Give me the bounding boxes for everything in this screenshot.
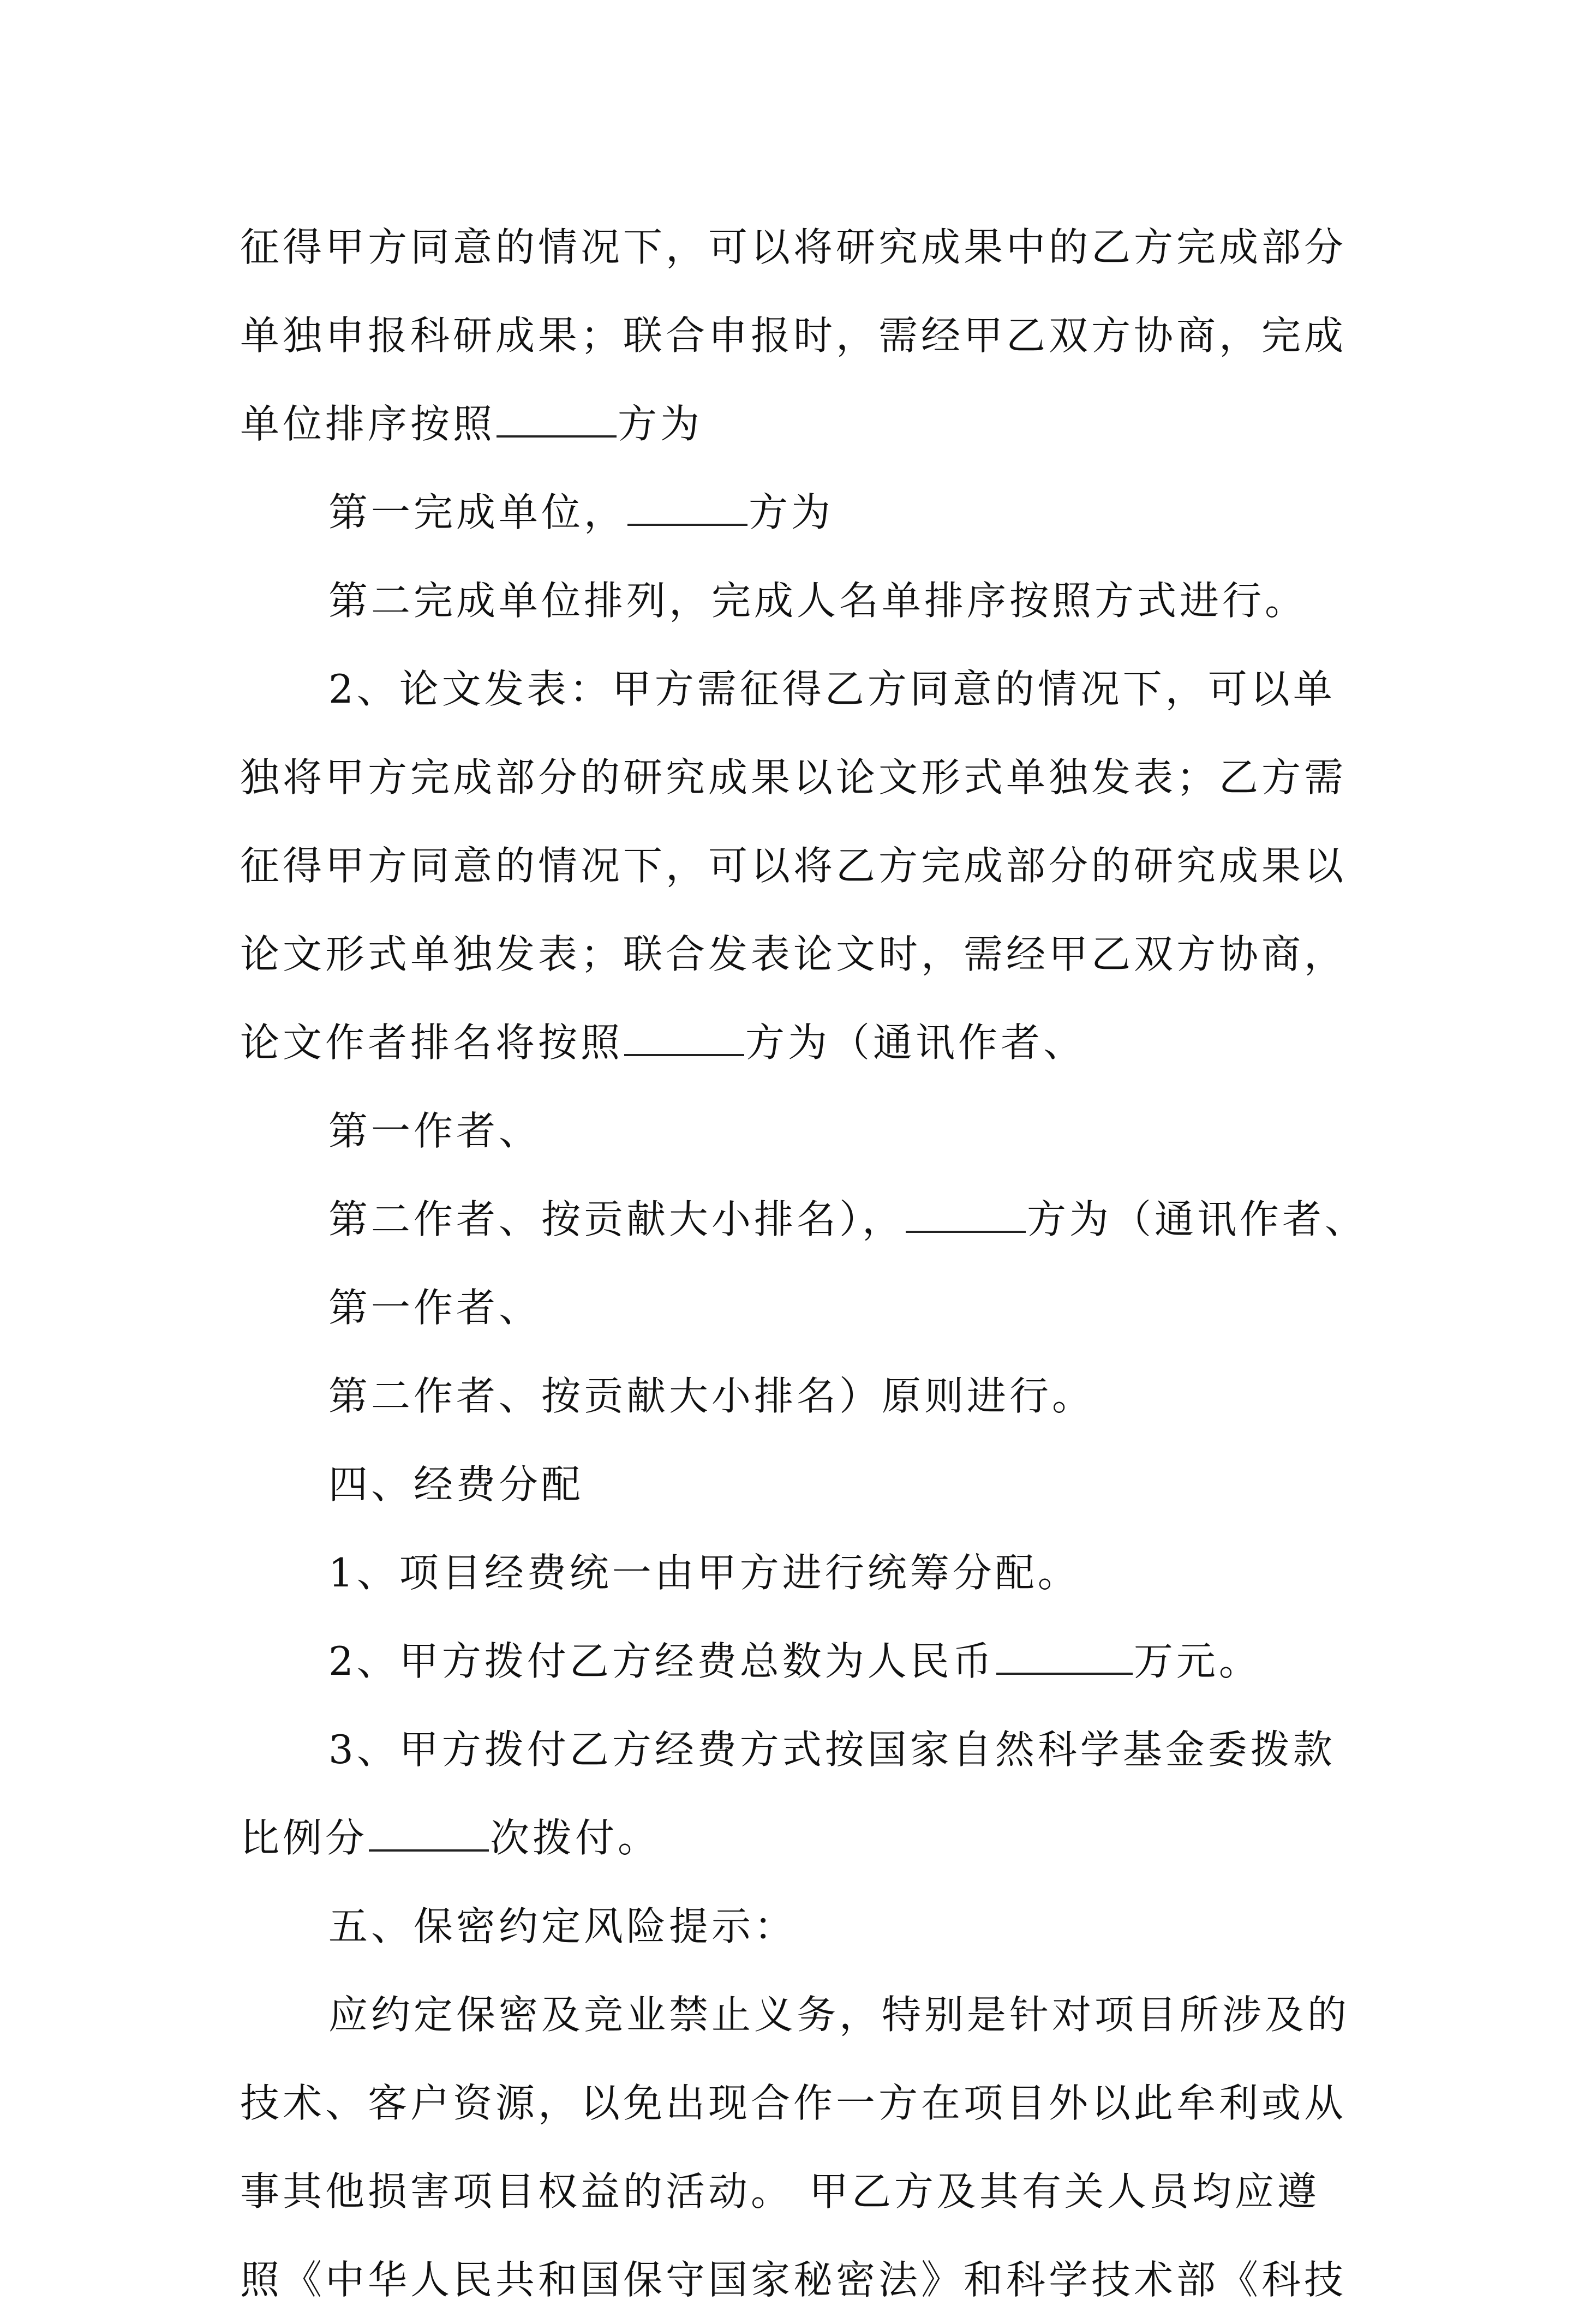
paragraph-line	[240, 645, 1353, 733]
line-text: 2、甲方拨付乙方经费总数为人民币	[328, 1638, 995, 1684]
line-text: 征得甲方同意的情况下，可以将乙方完成部分的研究成果以	[240, 843, 1347, 889]
paragraph-line	[240, 733, 1353, 822]
section-heading	[240, 1440, 1353, 1529]
line-text: 第一作者、	[328, 1108, 542, 1154]
line-text: 第一作者、	[328, 1285, 542, 1331]
line-text: 应约定保密及竞业禁止义务，特别是针对项目所涉及的	[328, 1992, 1350, 2038]
line-text: 3、甲方拨付乙方经费方式按国家自然科学基金委拨款	[328, 1727, 1336, 1772]
line-text: 照《中华人民共和国保守国家秘密法》和科学技术部《科技	[240, 2257, 1347, 2303]
line-text: 第二作者、按贡献大小排名）原则进行。	[328, 1373, 1095, 1419]
line-text: 第一完成单位，	[328, 489, 627, 535]
line-text: 方为（通讯作者、	[1027, 1196, 1368, 1242]
paragraph-line	[240, 1705, 1353, 1794]
paragraph-line	[240, 1087, 1353, 1175]
section-heading	[240, 1882, 1353, 1970]
line-text: 征得甲方同意的情况下，可以将研究成果中的乙方完成部分	[240, 224, 1347, 270]
line-text: 方为	[618, 401, 703, 447]
paragraph-line	[240, 1352, 1353, 1440]
line-text: 单位排序按照	[240, 401, 496, 447]
paragraph-line	[240, 2147, 1353, 2236]
fill-in-blank	[497, 406, 617, 438]
paragraph-line	[240, 203, 1353, 291]
paragraph-line	[240, 556, 1353, 645]
line-text: 比例分	[240, 1815, 368, 1861]
line-text: 方为（通讯作者、	[745, 1020, 1086, 1065]
document-body	[240, 203, 1368, 2324]
paragraph-line	[240, 998, 1353, 1087]
paragraph-line	[240, 822, 1353, 910]
paragraph-line	[240, 2059, 1353, 2147]
paragraph-line	[240, 1970, 1353, 2059]
line-text: 独将甲方完成部分的研究成果以论文形式单独发表；乙方需	[240, 754, 1347, 800]
paragraph-line	[240, 2236, 1353, 2324]
line-text: 2、论文发表：甲方需征得乙方同意的情况下，可以单	[328, 666, 1336, 712]
line-text: 万元。	[1133, 1638, 1261, 1684]
paragraph-line	[240, 1263, 1353, 1352]
paragraph-line	[240, 910, 1353, 998]
line-text: 五、保密约定风险提示：	[328, 1903, 797, 1949]
paragraph-line	[240, 1529, 1353, 1617]
paragraph-line	[240, 291, 1353, 380]
paragraph-line	[240, 1617, 1353, 1705]
line-text: 事其他损害项目权益的活动。 甲乙方及其有关人员均应遵	[240, 2169, 1320, 2214]
fill-in-blank	[906, 1201, 1026, 1233]
line-text: 四、经费分配	[328, 1462, 584, 1507]
line-text: 单独申报科研成果；联合申报时，需经甲乙双方协商，完成	[240, 313, 1347, 358]
paragraph-line	[240, 468, 1353, 556]
fill-in-blank	[627, 494, 747, 526]
line-text: 方为	[749, 489, 834, 535]
line-text: 论文形式单独发表；联合发表论文时，需经甲乙双方协商，	[240, 931, 1347, 977]
paragraph-line	[240, 380, 1353, 468]
line-text: 第二作者、按贡献大小排名），	[328, 1196, 905, 1242]
fill-in-blank	[369, 1820, 489, 1852]
line-text: 次拨付。	[490, 1815, 661, 1861]
paragraph-line	[240, 1175, 1368, 1263]
fill-in-blank	[996, 1643, 1133, 1675]
paragraph-line	[240, 1794, 1353, 1882]
line-text: 第二完成单位排列，完成人名单排序按照方式进行。	[328, 578, 1308, 624]
fill-in-blank	[624, 1025, 744, 1056]
line-text: 论文作者排名将按照	[240, 1020, 624, 1065]
line-text: 技术、客户资源，以免出现合作一方在项目外以此牟利或从	[240, 2080, 1347, 2126]
line-text: 1、项目经费统一由甲方进行统筹分配。	[328, 1550, 1080, 1596]
